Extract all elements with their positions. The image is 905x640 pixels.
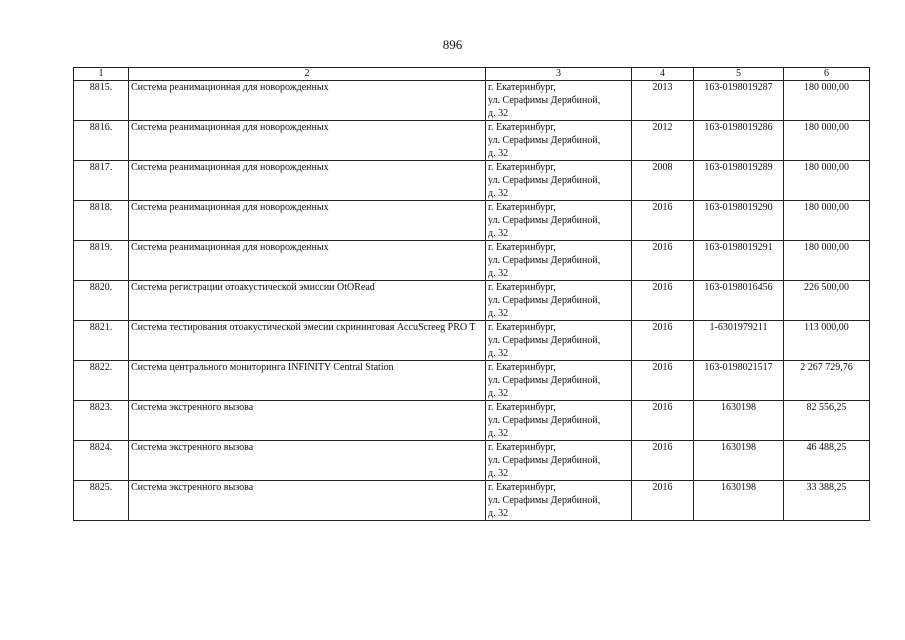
- item-name: Система реанимационная для новорожденных: [129, 241, 486, 281]
- address-line: ул. Серафимы Дерябиной,: [488, 215, 601, 226]
- item-year: 2016: [632, 321, 694, 361]
- address-line: ул. Серафимы Дерябиной,: [488, 135, 601, 146]
- address-line: ул. Серафимы Дерябиной,: [488, 255, 601, 266]
- item-year: 2016: [632, 401, 694, 441]
- address-line: ул. Серафимы Дерябиной,: [488, 295, 601, 306]
- address-line: д. 32: [488, 428, 509, 439]
- item-address: [486, 361, 632, 401]
- item-name: Система экстренного вызова: [129, 481, 486, 521]
- inventory-number: 163-0198019290: [694, 201, 784, 241]
- table-row: [74, 201, 870, 241]
- address-line: г. Екатеринбург,: [488, 442, 556, 453]
- inventory-number: 163-0198019287: [694, 81, 784, 121]
- item-name: Система центрального мониторинга INFINITY Central Station: [129, 361, 486, 401]
- table-row: [74, 401, 870, 441]
- table-row: [74, 121, 870, 161]
- address-line: г. Екатеринбург,: [488, 202, 556, 213]
- item-cost: 226 500,00: [784, 281, 870, 321]
- item-name: Система экстренного вызова: [129, 401, 486, 441]
- item-year: 2016: [632, 201, 694, 241]
- item-address: [486, 81, 632, 121]
- item-name: Система регистрации отоакустической эмиссии OtORead: [129, 281, 486, 321]
- item-cost: 82 556,25: [784, 401, 870, 441]
- item-name: Система экстренного вызова: [129, 441, 486, 481]
- item-year: 2016: [632, 441, 694, 481]
- column-header-4: 4: [632, 68, 694, 81]
- address-line: ул. Серафимы Дерябиной,: [488, 175, 601, 186]
- address-line: г. Екатеринбург,: [488, 82, 556, 93]
- item-year: 2008: [632, 161, 694, 201]
- address-line: д. 32: [488, 468, 509, 479]
- table-row: [74, 481, 870, 521]
- item-year: 2013: [632, 81, 694, 121]
- item-address: [486, 241, 632, 281]
- row-number: 8815.: [74, 81, 129, 121]
- address-line: ул. Серафимы Дерябиной,: [488, 95, 601, 106]
- row-number: 8823.: [74, 401, 129, 441]
- item-address: [486, 161, 632, 201]
- item-name: Система тестирования отоакустической эмесии скрининговая AccuScreeg PRO T: [129, 321, 486, 361]
- row-number: 8822.: [74, 361, 129, 401]
- column-header-3: 3: [486, 68, 632, 81]
- item-address: [486, 441, 632, 481]
- item-cost: 180 000,00: [784, 121, 870, 161]
- page-number: 896: [442, 37, 463, 52]
- table-row: [74, 281, 870, 321]
- address-line: ул. Серафимы Дерябиной,: [488, 415, 601, 426]
- address-line: д. 32: [488, 388, 509, 399]
- address-line: д. 32: [488, 108, 509, 119]
- row-number: 8821.: [74, 321, 129, 361]
- inventory-number: 1630198: [694, 441, 784, 481]
- address-line: д. 32: [488, 508, 509, 519]
- property-table: [73, 67, 870, 521]
- address-line: д. 32: [488, 268, 509, 279]
- inventory-number: 163-0198016456: [694, 281, 784, 321]
- item-name: Система реанимационная для новорожденных: [129, 121, 486, 161]
- item-cost: 2 267 729,76: [784, 361, 870, 401]
- table-row: [74, 361, 870, 401]
- table-body: [74, 81, 870, 521]
- column-number-row: [74, 68, 870, 81]
- item-name: Система реанимационная для новорожденных: [129, 81, 486, 121]
- row-number: 8819.: [74, 241, 129, 281]
- address-line: г. Екатеринбург,: [488, 242, 556, 253]
- inventory-number: 1630198: [694, 401, 784, 441]
- address-line: ул. Серафимы Дерябиной,: [488, 455, 601, 466]
- inventory-number: 163-0198019286: [694, 121, 784, 161]
- table-row: [74, 321, 870, 361]
- item-address: [486, 481, 632, 521]
- address-line: д. 32: [488, 188, 509, 199]
- row-number: 8824.: [74, 441, 129, 481]
- row-number: 8817.: [74, 161, 129, 201]
- address-line: ул. Серафимы Дерябиной,: [488, 335, 601, 346]
- item-cost: 113 000,00: [784, 321, 870, 361]
- address-line: г. Екатеринбург,: [488, 322, 556, 333]
- address-line: г. Екатеринбург,: [488, 282, 556, 293]
- address-line: г. Екатеринбург,: [488, 482, 556, 493]
- address-line: г. Екатеринбург,: [488, 362, 556, 373]
- item-address: [486, 281, 632, 321]
- address-line: ул. Серафимы Дерябиной,: [488, 495, 601, 506]
- item-cost: 180 000,00: [784, 161, 870, 201]
- column-header-2: 2: [129, 68, 486, 81]
- item-year: 2012: [632, 121, 694, 161]
- item-name: Система реанимационная для новорожденных: [129, 161, 486, 201]
- table-row: [74, 241, 870, 281]
- address-line: ул. Серафимы Дерябиной,: [488, 375, 601, 386]
- table-row: [74, 441, 870, 481]
- column-header-6: 6: [784, 68, 870, 81]
- inventory-number: 1-6301979211: [694, 321, 784, 361]
- item-cost: 180 000,00: [784, 241, 870, 281]
- item-address: [486, 121, 632, 161]
- column-header-5: 5: [694, 68, 784, 81]
- address-line: г. Екатеринбург,: [488, 162, 556, 173]
- row-number: 8825.: [74, 481, 129, 521]
- address-line: д. 32: [488, 148, 509, 159]
- table-row: [74, 81, 870, 121]
- column-header-1: 1: [74, 68, 129, 81]
- inventory-number: 1630198: [694, 481, 784, 521]
- address-line: д. 32: [488, 308, 509, 319]
- address-line: д. 32: [488, 228, 509, 239]
- row-number: 8816.: [74, 121, 129, 161]
- item-cost: 180 000,00: [784, 81, 870, 121]
- row-number: 8820.: [74, 281, 129, 321]
- item-year: 2016: [632, 481, 694, 521]
- item-name: Система реанимационная для новорожденных: [129, 201, 486, 241]
- row-number: 8818.: [74, 201, 129, 241]
- item-cost: 46 488,25: [784, 441, 870, 481]
- inventory-number: 163-0198019289: [694, 161, 784, 201]
- inventory-number: 163-0198019291: [694, 241, 784, 281]
- address-line: г. Екатеринбург,: [488, 402, 556, 413]
- table-row: [74, 161, 870, 201]
- inventory-number: 163-0198021517: [694, 361, 784, 401]
- item-cost: 33 388,25: [784, 481, 870, 521]
- item-address: [486, 321, 632, 361]
- item-year: 2016: [632, 281, 694, 321]
- item-year: 2016: [632, 361, 694, 401]
- address-line: г. Екатеринбург,: [488, 122, 556, 133]
- item-cost: 180 000,00: [784, 201, 870, 241]
- item-address: [486, 401, 632, 441]
- address-line: д. 32: [488, 348, 509, 359]
- item-address: [486, 201, 632, 241]
- item-year: 2016: [632, 241, 694, 281]
